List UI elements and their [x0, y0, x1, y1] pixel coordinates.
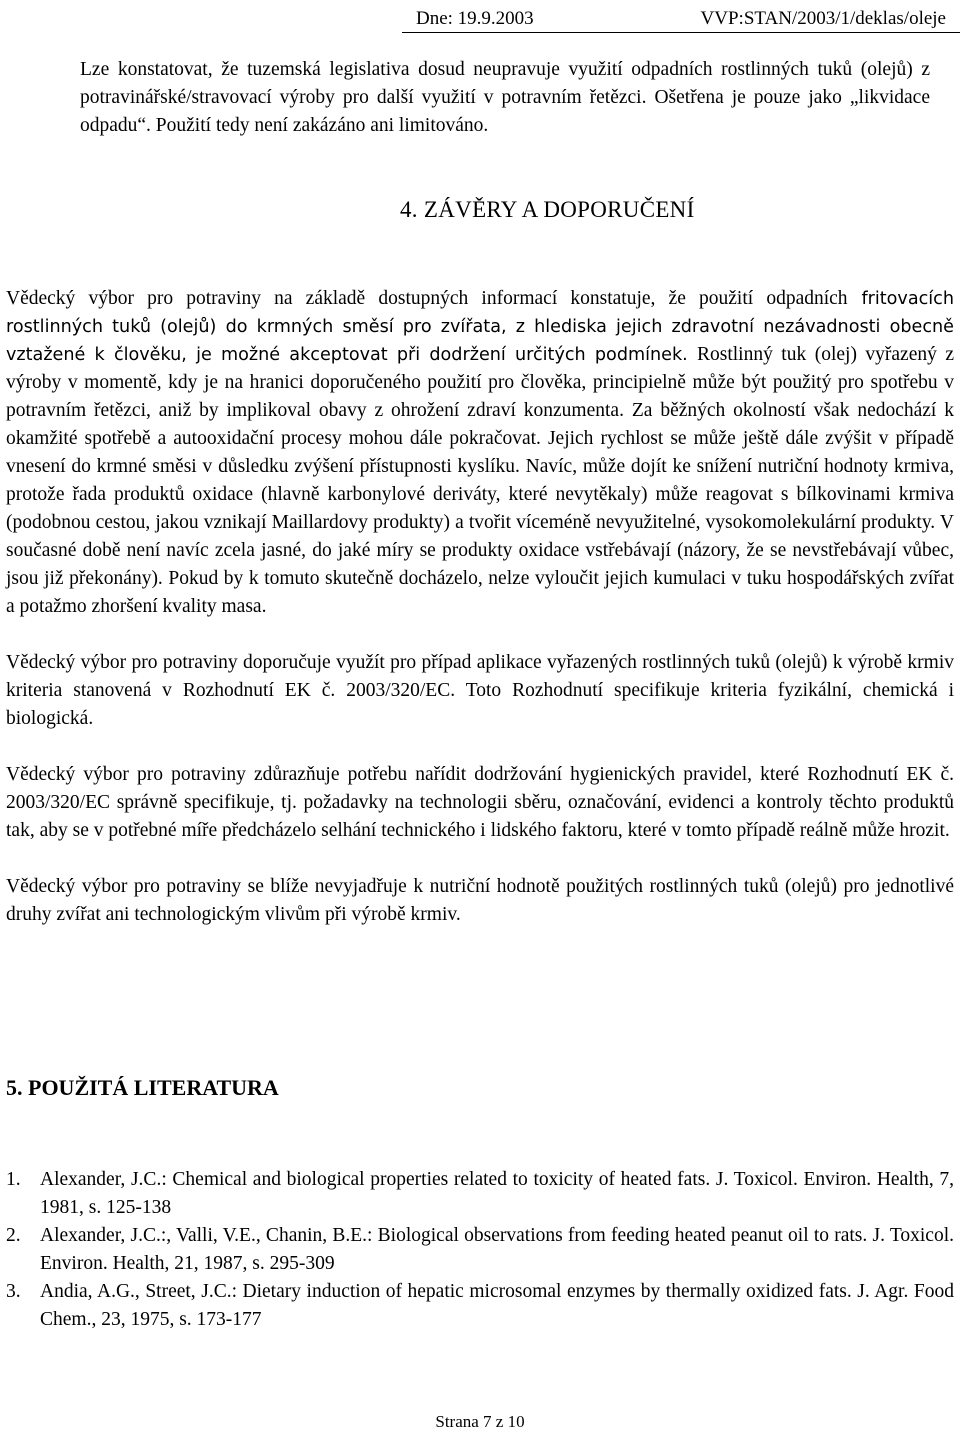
intro-section [80, 56, 930, 140]
reference-number: 2. [6, 1225, 21, 1246]
section-4-heading: 4. ZÁVĚRY A DOPORUČENÍ [400, 197, 695, 222]
header-date: Dne: 19.9.2003 [416, 8, 534, 29]
reference-number: 3. [6, 1281, 21, 1302]
page-header [402, 6, 960, 33]
reference-list [6, 1166, 954, 1334]
reference-number: 1. [6, 1169, 21, 1190]
conclusion-paragraph-2: Vědecký výbor pro potraviny doporučuje využít pro případ aplikace vyřazených rostlinných tuků (olejů) k výrobě krmiv kriteria stanovená v Rozhodnutí EK č. 2003/320/EC. Toto Rozhodnutí specifikuje kriteria fyzikální, chemická i biologická. [6, 652, 954, 729]
reference-item [6, 1166, 954, 1222]
paragraph-1-rest: Rostlinný tuk (olej) vyřazený z výroby v momentě, kdy je na hranici doporučeného použití pro člověka, principielně může být použitý pro spotřebu v potravním řetězci, aniž by implikoval obavy z ohrožení zdraví konzumenta. Za běžných okolností však nedochází k okamžité spotřebě a autooxidační procesy mohou dále pokračovat. Jejich rychlost se může ještě dále zvýšit v případě vnesení do krmné směsi v důsledku zvýšení přístupnosti kyslíku. Navíc, může dojít ke snížení nutriční hodnoty krmiva, protože řada produktů oxidace (hlavně karbonylové deriváty, které nevytěkaly) může reagovat s bílkovinami krmiva (podobnou cestou, jakou vznikají Maillardovy produkty) a tvořit víceméně nevyužitelné, vysokomolekulární produkty. V současné době není navíc zcela jasné, do jaké míry se produkty oxidace vstřebávají (názory, že se nevstřebávají vůbec, jsou již překonány). Pokud by k tomuto skutečně docházelo, nelze vyloučit jejich kumulaci v tuku hospodářských zvířat a potažmo zhoršení kvality masa. [6, 344, 955, 617]
reference-item [6, 1278, 954, 1334]
conclusion-paragraph-1 [6, 285, 954, 621]
reference-text: Alexander, J.C.:, Valli, V.E., Chanin, B.E.: Biological observations from feeding heated peanut oil to rats. J. Toxicol. Environ. Health, 21, 1987, s. 295-309 [40, 1225, 954, 1274]
reference-item [6, 1222, 954, 1278]
reference-text: Alexander, J.C.: Chemical and biological properties related to toxicity of heated fats. J. Toxicol. Environ. Health, 7, 1981, s. 125-138 [40, 1169, 954, 1218]
header-document-id: VVP:STAN/2003/1/deklas/oleje [700, 8, 946, 29]
paragraph-1-sans-part: fritovacích rostlinných tuků (olejů) do krmných směsí pro zvířata, z hlediska jejich zdravotní nezávadnosti obecně vztažené k člověku, je možné akceptovat při dodržení určitých podmínek. [6, 289, 954, 365]
conclusion-paragraph-3: Vědecký výbor pro potraviny zdůrazňuje potřebu nařídit dodržování hygienických pravidel, které Rozhodnutí EK č. 2003/320/EC správně specifikuje, tj. požadavky na technologii sběru, označování, evidenci a kontroly těchto produktů tak, aby se v potřebné míře předcházelo selhání technického i lidského faktoru, které v tomto případě reálně může hrozit. [6, 764, 954, 841]
reference-text: Andia, A.G., Street, J.C.: Dietary induction of hepatic microsomal enzymes by thermally oxidized fats. J. Agr. Food Chem., 23, 1975, s. 173-177 [40, 1281, 954, 1330]
section-4-body [6, 285, 954, 957]
conclusion-paragraph-4: Vědecký výbor pro potraviny se blíže nevyjadřuje k nutriční hodnotě použitých rostlinných tuků (olejů) pro jednotlivé druhy zvířat ani technologickým vlivům při výrobě krmiv. [6, 876, 954, 925]
page-number: Strana 7 z 10 [435, 1412, 525, 1431]
page-footer [0, 1412, 960, 1432]
paragraph-1-lead: Vědecký výbor pro potraviny na základě dostupných informací konstatuje, že použití odpadních [6, 288, 848, 309]
intro-paragraph: Lze konstatovat, že tuzemská legislativa dosud neupravuje využití odpadních rostlinných tuků (olejů) z potravinářské/stravovací výroby pro další využití v potravním řetězci. Ošetřena je pouze jako „likvidace odpadu“. Použití tedy není zakázáno ani limitováno. [80, 59, 930, 136]
section-5-heading: 5. POUŽITÁ LITERATURA [6, 1075, 279, 1100]
